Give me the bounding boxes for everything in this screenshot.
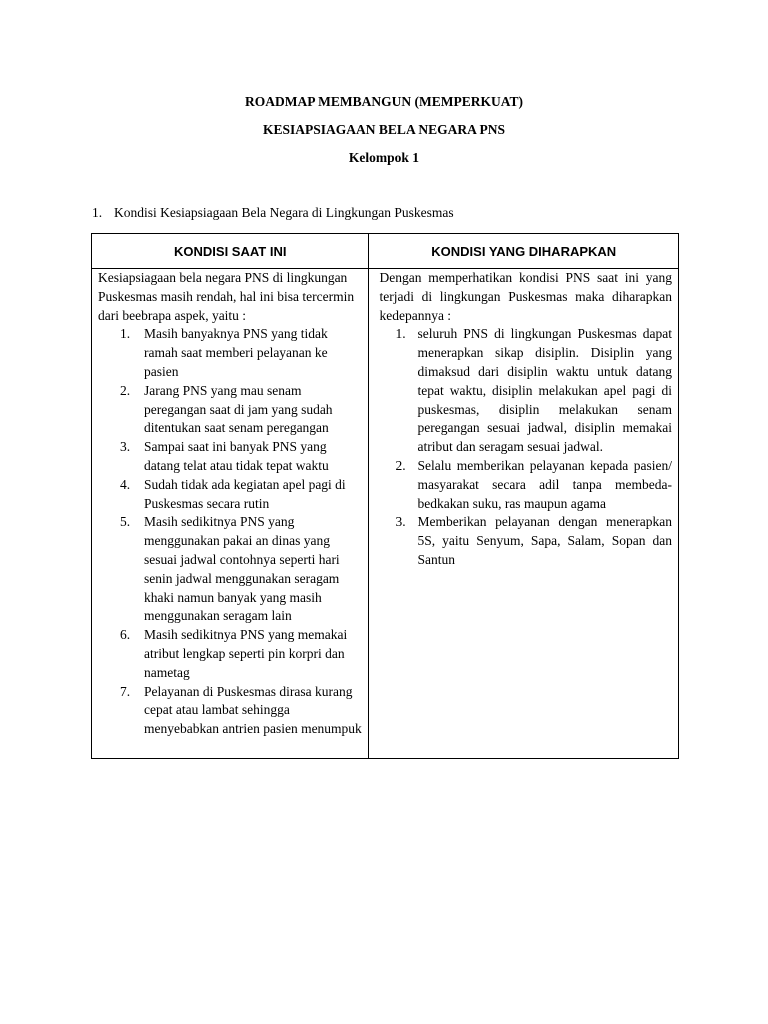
list-item-number: 1. [120, 326, 131, 342]
table-body-row [92, 269, 679, 759]
expected-condition-list [379, 325, 672, 569]
current-condition-item [98, 476, 364, 514]
list-item-number: 6. [120, 627, 131, 643]
list-item-text: Sampai saat ini banyak PNS yang datang telat atau tidak tepat waktu [144, 439, 329, 473]
current-condition-item [98, 513, 364, 626]
current-condition-item [98, 683, 364, 739]
expected-condition-item [379, 325, 672, 457]
list-item-text: Jarang PNS yang mau senam peregangan saat di jam yang sudah ditentukan saat senam peregangan [144, 382, 333, 436]
current-condition-item [98, 382, 364, 438]
condition-table [91, 233, 679, 759]
expected-condition-item [379, 457, 672, 513]
document-title-line-1: ROADMAP MEMBANGUN (MEMPERKUAT) [245, 94, 523, 109]
list-item-number: 3. [395, 514, 406, 530]
list-item-text: Pelayanan di Puskesmas dirasa kurang cepat atau lambat sehingga menyebabkan antrien pasien menumpuk [144, 683, 362, 737]
list-item-number: 7. [120, 683, 131, 699]
current-condition-list [98, 325, 364, 739]
section-number: 1. [92, 205, 103, 220]
current-condition-item [98, 438, 364, 476]
table-header-row [92, 234, 679, 269]
header-current-condition: KONDISI SAAT INI [92, 234, 369, 269]
list-item-text: Sudah tidak ada kegiatan apel pagi di Puskesmas secara rutin [144, 476, 346, 511]
section-title: Kondisi Kesiapsiagaan Bela Negara di Lingkungan Puskesmas [114, 205, 454, 220]
list-item-number: 1. [395, 326, 406, 342]
expected-condition-cell [369, 269, 679, 759]
current-condition-item [98, 325, 364, 381]
list-item-text: Masih sedikitnya PNS yang menggunakan pakai an dinas yang sesuai jadwal contohnya seperti hari senin jadwal menggunakan seragam khaki namun banyak yang masih menggunakan seragam lain [144, 514, 340, 624]
current-condition-cell [92, 269, 369, 759]
header-expected-condition: KONDISI YANG DIHARAPKAN [369, 234, 679, 269]
list-item-number: 3. [120, 439, 131, 455]
list-item-number: 2. [395, 457, 406, 473]
list-item-text: Masih banyaknya PNS yang tidak ramah saat memberi pelayanan ke pasien [144, 326, 328, 379]
expected-condition-item [379, 513, 672, 569]
list-item-text: Masih sedikitnya PNS yang memakai atribut lengkap seperti pin korpri dan nametag [144, 627, 348, 680]
current-condition-intro: Kesiapsiagaan bela negara PNS di lingkungan Puskesmas masih rendah, hal ini bisa tercermin dari beebrapa aspek, yaitu : [98, 270, 355, 323]
list-item-number: 5. [120, 514, 131, 530]
current-condition-item [98, 626, 364, 682]
list-item-number: 2. [120, 382, 131, 398]
expected-condition-intro: Dengan memperhatikan kondisi PNS saat ini yang terjadi di lingkungan Puskesmas maka diharapkan kedepannya : [379, 270, 672, 323]
list-item-number: 4. [120, 476, 131, 492]
section-heading [92, 205, 454, 221]
list-item-text: seluruh PNS di lingkungan Puskesmas dapat menerapkan sikap disiplin. Disiplin yang dimaksud dari disiplin waktu untuk datang tepat waktu, disiplin melakukan apel pagi di puskesmas, disiplin melakukan senam peregangan sesuai jadwal, disiplin memakai atribut dan seragam sesuai jadwal. [417, 326, 672, 455]
list-item-text: Selalu memberikan pelayanan kepada pasien/ masyarakat secara adil tanpa membeda-bedkakan suku, ras maupun agama [417, 457, 672, 511]
group-label: Kelompok 1 [348, 150, 420, 165]
document-title-line-2: KESIAPSIAGAAN BELA NEGARA PNS [263, 122, 505, 137]
list-item-text: Memberikan pelayanan dengan menerapkan 5S, yaitu Senyum, Sapa, Salam, Sopan dan Santun [417, 514, 672, 567]
